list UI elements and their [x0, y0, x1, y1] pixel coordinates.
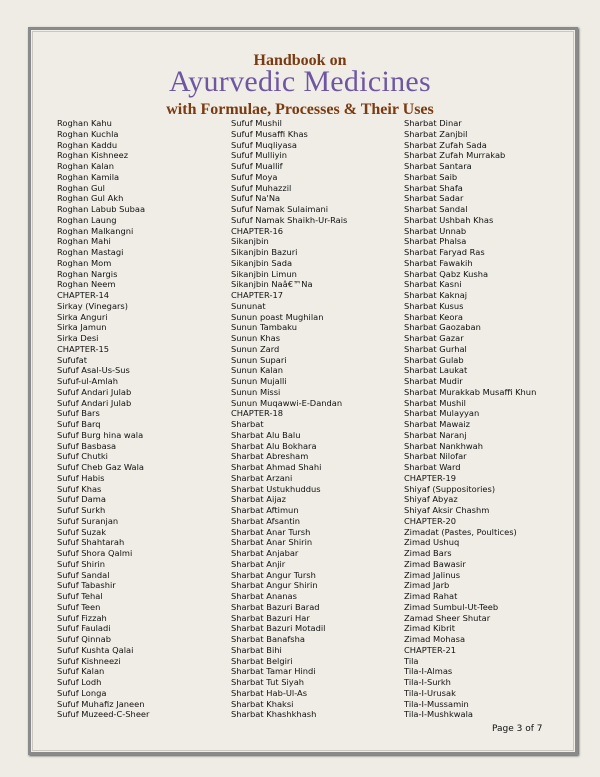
- list-item: Sharbat Nankhwah: [404, 440, 484, 451]
- list-item: Sufuf Suzak: [57, 526, 107, 537]
- list-item: Sunun Mujalli: [231, 376, 287, 386]
- list-item: Sufuf Habis: [57, 472, 105, 483]
- list-item: Sharbat Gazar: [404, 333, 464, 343]
- list-item: Sharbat Unnab: [404, 225, 467, 236]
- list-item: Sunun Missi: [231, 386, 281, 397]
- list-item: Sufuf Muhafiz Janeen: [57, 698, 145, 709]
- list-item: Sufuf Na'Na: [231, 193, 281, 204]
- list-item: Sharbat Bihi: [231, 644, 282, 655]
- list-item: Sufuf Dama: [57, 494, 106, 505]
- list-item: Sharbat Alu Bokhara: [231, 440, 317, 451]
- list-item: Sufuf Namak Sulaimani: [231, 204, 329, 214]
- list-item: Zimadat (Pastes, Poultices): [404, 526, 517, 537]
- list-item: Roghan Laung: [57, 214, 117, 225]
- list-item: Sufuf Tehal: [57, 591, 103, 601]
- list-item: Sikanjbin Naâ€™Na: [231, 279, 313, 290]
- list-item: Sharbat Qabz Kusha: [404, 268, 489, 279]
- list-item: Sufuf Moya: [231, 171, 278, 182]
- list-item: Roghan Nargis: [57, 268, 118, 279]
- list-item: Sharbat Alu Balu: [231, 429, 301, 440]
- list-item: Sufuf Shahtarah: [57, 537, 125, 548]
- list-item: Tila-I-Mushkwala: [404, 709, 474, 720]
- list-item: Sharbat Phalsa: [404, 236, 467, 247]
- list-item: Sharbat Mudir: [404, 376, 463, 386]
- list-item: Roghan Kamila: [57, 171, 120, 182]
- list-item: Sufuf Lodh: [57, 677, 102, 687]
- list-item: Sharbat Mawaiz: [404, 419, 471, 429]
- list-item: Sufuf Kishneezi: [57, 655, 121, 666]
- list-item: Sharbat Ananas: [231, 591, 297, 601]
- list-item: Sufuf Asal-Us-Sus: [57, 365, 130, 376]
- list-item: Roghan Kahu: [57, 118, 112, 128]
- list-item: Sharbat Tamar Hindi: [231, 666, 316, 677]
- list-item: Sharbat Santara: [404, 161, 472, 171]
- list-item: Sufuf Qinnab: [57, 634, 111, 644]
- list-item: Zimad Jalinus: [404, 569, 461, 580]
- list-item: Sharbat Kusus: [404, 300, 464, 311]
- list-item: Tila-I-Mussamin: [404, 698, 469, 709]
- list-item: Tila-I-Almas: [404, 666, 453, 677]
- header-handbook-on: Handbook on: [253, 52, 347, 69]
- list-item: Roghan Mastagi: [57, 247, 124, 257]
- list-column-1: [57, 118, 149, 720]
- list-item: Sufuf-ul-Amlah: [57, 376, 118, 386]
- list-item: Sunun poast Mughilan: [231, 311, 324, 322]
- list-item: Zimad Bars: [404, 548, 452, 558]
- list-item: Sharbat Kaknaj: [404, 290, 468, 300]
- list-item: Roghan Mom: [57, 257, 112, 268]
- list-item: Sufuf Muallif: [231, 161, 283, 171]
- list-item: Sharbat Tut Siyah: [231, 677, 305, 687]
- list-item: Sufuf Muqliyasa: [231, 139, 297, 150]
- list-item: Sufuf Namak Shaikh-Ur-Rais: [231, 214, 348, 225]
- list-item: Roghan Labub Subaa: [57, 204, 146, 214]
- list-item: Roghan Gul: [57, 182, 105, 193]
- list-item: Sufuf Fizzah: [57, 612, 107, 623]
- list-item: Sufuf Sandal: [57, 569, 110, 580]
- list-item: Sufuf Khas: [57, 483, 102, 494]
- list-item: Sufuf Shora Qalmi: [57, 548, 133, 558]
- list-item: CHAPTER-20: [404, 515, 457, 526]
- list-item: Sharbat Ward: [404, 462, 461, 472]
- list-item: Sunun Kalan: [231, 365, 283, 376]
- list-item: Sufuf Muzeed-C-Sheer: [57, 709, 150, 720]
- list-item: CHAPTER-18: [231, 408, 284, 419]
- list-item: Sharbat Afsantin: [231, 515, 301, 526]
- list-item: Sufuf Mulliyin: [231, 150, 288, 161]
- list-item: Sharbat Laukat: [404, 365, 468, 376]
- list-item: Sufuf Burg hina wala: [57, 429, 144, 440]
- list-item: Sufufat: [57, 354, 87, 365]
- list-item: Sharbat Gulab: [404, 354, 464, 365]
- list-item: Sunun Tambaku: [231, 322, 297, 333]
- list-item: CHAPTER-15: [57, 343, 110, 354]
- list-item: Sharbat Murakkab Musaffi Khun: [404, 386, 537, 397]
- list-item: Sharbat Ushbah Khas: [404, 214, 494, 225]
- list-item: Sirka Jamun: [57, 322, 107, 333]
- list-item: Sufuf Barq: [57, 419, 101, 429]
- list-item: Sharbat Sandal: [404, 204, 468, 214]
- list-item: Zimad Mohasa: [404, 634, 466, 644]
- list-item: Sikanjbin Limun: [231, 268, 297, 279]
- list-item: Sirka Anguri: [57, 311, 108, 322]
- list-item: Sharbat Khashkhash: [231, 709, 317, 720]
- list-item: CHAPTER-16: [231, 225, 284, 236]
- list-item: Sufuf Andari Julab: [57, 397, 132, 408]
- page-subtitle: with Formulae, Processes & Their Uses: [166, 101, 434, 118]
- list-item: Sharbat Bazuri Motadil: [231, 623, 326, 634]
- list-item: Tila: [404, 655, 419, 666]
- list-item: Sharbat Aftimun: [231, 505, 299, 515]
- page-title: Ayurvedic Medicines: [168, 65, 432, 98]
- list-item: Sharbat Zanjbil: [404, 128, 468, 139]
- list-item: Sunun Khas: [231, 333, 281, 343]
- list-item: Roghan Mahi: [57, 236, 111, 247]
- list-item: Sharbat Mushil: [404, 397, 466, 408]
- list-item: Sikanjbin: [231, 236, 269, 247]
- list-item: Sharbat Mulayyan: [404, 408, 480, 419]
- page-number: Page 3 of 7: [492, 724, 543, 734]
- list-item: Sharbat Sadar: [404, 193, 464, 204]
- list-item: Sharbat Ahmad Shahi: [231, 462, 322, 472]
- list-item: Roghan Gul Akh: [57, 193, 124, 204]
- list-item: Zimad Jarb: [404, 580, 450, 591]
- list-item: Sharbat Saib: [404, 171, 458, 182]
- list-item: CHAPTER-17: [231, 290, 284, 300]
- list-item: Sharbat Faryad Ras: [404, 247, 485, 257]
- list-item: Sharbat Arzani: [231, 472, 293, 483]
- list-item: Shiyaf Abyaz: [404, 494, 458, 505]
- list-item: Sharbat Khaksi: [231, 698, 294, 709]
- list-item: Sharbat Angur Tursh: [231, 569, 316, 580]
- list-item: Sikanjbin Bazuri: [231, 247, 298, 257]
- list-item: Sharbat Bazuri Barad: [231, 601, 320, 612]
- list-item: CHAPTER-21: [404, 644, 457, 655]
- list-item: Sharbat Anar Shirin: [231, 537, 313, 548]
- list-item: Sufuf Basbasa: [57, 440, 117, 451]
- list-item: CHAPTER-14: [57, 290, 110, 300]
- list-item: Sharbat Belgiri: [231, 655, 293, 666]
- list-item: Roghan Kishneez: [57, 150, 129, 161]
- list-item: Sharbat Keora: [404, 311, 463, 322]
- list-item: Sunun Zard: [231, 343, 280, 354]
- list-item: Sufuf Tabashir: [57, 580, 116, 591]
- list-item: Zimad Kibrit: [404, 623, 456, 634]
- list-item: Roghan Malkangni: [57, 225, 134, 236]
- list-item: Sikanjbin Sada: [231, 257, 293, 268]
- list-item: Sharbat Naranj: [404, 429, 467, 440]
- list-item: Sharbat Anar Tursh: [231, 526, 311, 537]
- list-item: Zimad Sumbul-Ut-Teeb: [404, 601, 499, 612]
- list-item: Sufuf Bars: [57, 408, 100, 419]
- list-item: Sharbat Gaozaban: [404, 322, 481, 333]
- list-column-2: [231, 118, 347, 720]
- list-item: Sharbat Dinar: [404, 118, 462, 128]
- list-item: Sufuf Fauladi: [57, 623, 111, 634]
- list-item: Sufuf Shirin: [57, 558, 106, 569]
- list-item: Sharbat Angur Shirin: [231, 580, 318, 591]
- list-item: Sirka Desi: [57, 333, 99, 343]
- list-column-3: [404, 118, 536, 720]
- list-item: Sunun Supari: [231, 354, 287, 365]
- list-item: Shiyaf (Suppositories): [404, 483, 496, 494]
- list-item: Sufuf Chutki: [57, 451, 108, 462]
- list-item: Sharbat: [231, 419, 264, 429]
- list-item: Sharbat Zufah Murrakab: [404, 150, 506, 161]
- list-item: Sufuf Cheb Gaz Wala: [57, 462, 144, 472]
- list-item: Roghan Kuchla: [57, 128, 119, 139]
- list-item: Sufuf Mushil: [231, 118, 282, 128]
- list-item: Roghan Kaddu: [57, 139, 118, 150]
- list-item: Zimad Bawasir: [404, 558, 466, 569]
- list-item: Sharbat Gurhal: [404, 343, 467, 354]
- list-item: Zimad Rahat: [404, 591, 458, 601]
- list-item: Tila-I-Urusak: [404, 687, 456, 698]
- list-item: Sharbat Hab-Ul-As: [231, 687, 308, 698]
- list-item: Sharbat Nilofar: [404, 451, 467, 462]
- list-item: Sunun Muqawwi-E-Dandan: [231, 397, 343, 408]
- list-item: Sufuf Surkh: [57, 505, 106, 515]
- list-item: Roghan Kalan: [57, 161, 115, 171]
- list-item: Roghan Neem: [57, 279, 116, 290]
- list-item: Sharbat Abresham: [231, 451, 309, 462]
- list-item: Sharbat Anjabar: [231, 548, 299, 558]
- list-item: Sufuf Longa: [57, 687, 107, 698]
- list-item: Sufuf Kalan: [57, 666, 105, 677]
- list-item: Sharbat Anjir: [231, 558, 286, 569]
- list-item: Sharbat Kasni: [404, 279, 462, 290]
- list-item: Shiyaf Aksir Chashm: [404, 505, 490, 515]
- list-item: Sununat: [231, 300, 266, 311]
- list-item: Sharbat Fawakih: [404, 257, 473, 268]
- list-item: Sharbat Banafsha: [231, 634, 305, 644]
- list-item: Sharbat Ustukhuddus: [231, 483, 321, 494]
- list-item: Tila-I-Surkh: [404, 677, 451, 687]
- list-item: Sirkay (Vinegars): [57, 300, 128, 311]
- list-item: CHAPTER-19: [404, 472, 457, 483]
- list-item: Sufuf Andari Julab: [57, 386, 132, 397]
- list-item: Sharbat Zufah Sada: [404, 139, 487, 150]
- list-item: Sufuf Muhazzil: [231, 182, 292, 193]
- list-item: Sharbat Bazuri Har: [231, 612, 310, 623]
- list-item: Zamad Sheer Shutar: [404, 612, 491, 623]
- list-item: Sufuf Musaffi Khas: [231, 128, 308, 139]
- list-item: Sharbat Shafa: [404, 182, 463, 193]
- list-item: Sufuf Teen: [57, 601, 101, 612]
- list-item: Zimad Ushuq: [404, 537, 460, 548]
- list-item: Sufuf Kushta Qalai: [57, 644, 134, 655]
- list-item: Sufuf Suranjan: [57, 515, 119, 526]
- list-item: Sharbat Aijaz: [231, 494, 286, 505]
